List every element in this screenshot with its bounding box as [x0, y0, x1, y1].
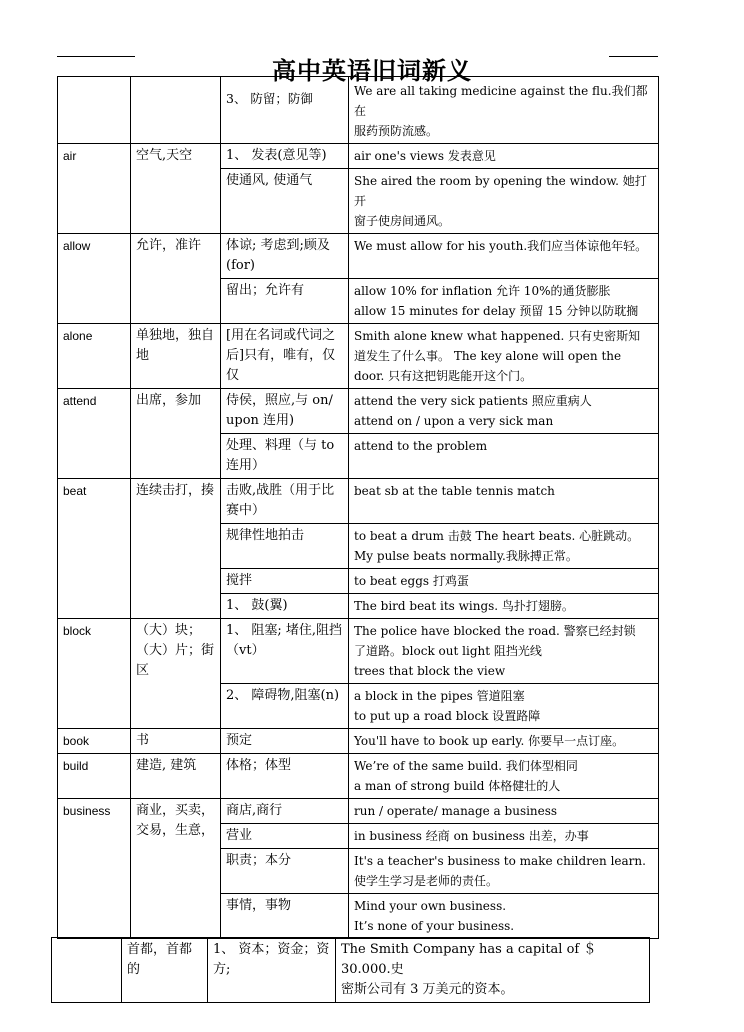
example-line: to beat a drum 击鼓 The heart beats. 心脏跳动。: [354, 529, 640, 543]
example-cell: [349, 754, 659, 799]
example-line: We are all taking medicine against the flu.我们都在: [354, 84, 648, 118]
example-line: The bird beat its wings. 鸟扑打翅膀。: [354, 599, 574, 613]
new-meaning-cell: 1、 发表(意见等): [221, 144, 349, 169]
example-cell: [349, 594, 659, 619]
example-cell: [349, 799, 659, 824]
new-meaning-cell: 侍侯，照应,与 on/ upon 连用): [221, 389, 349, 434]
example-line: air one's views 发表意见: [354, 149, 496, 163]
example-cell: [336, 938, 650, 1003]
example-line: 了道路。block out light 阻挡光线: [354, 644, 542, 658]
example-line: allow 15 minutes for delay 预留 15 分钟以防耽搁: [354, 304, 639, 318]
table-row: [58, 234, 659, 279]
new-meaning-cell: 1、 资本；资金；资方;: [208, 938, 336, 1003]
new-meaning-cell: 3、 防留；防御: [221, 77, 349, 144]
new-meaning-cell: 体格；体型: [221, 754, 349, 799]
table-row: [58, 799, 659, 824]
word-cell: allow: [58, 234, 131, 324]
new-meaning-cell: 处理、料理（与 to 连用）: [221, 434, 349, 479]
table-row: [58, 389, 659, 434]
example-cell: [349, 729, 659, 754]
basic-meaning-cell: 空气,天空: [131, 144, 221, 234]
table-row: [58, 729, 659, 754]
new-meaning-cell: 2、 障碍物,阻塞(n): [221, 684, 349, 729]
new-meaning-cell: 职责；本分: [221, 849, 349, 894]
new-meaning-cell: 营业: [221, 824, 349, 849]
table-row: [58, 619, 659, 684]
basic-meaning-cell: （大）块；（大）片；街区: [131, 619, 221, 729]
example-line: beat sb at the table tennis match: [354, 484, 555, 498]
example-line: attend the very sick patients 照应重病人: [354, 394, 592, 408]
new-meaning-cell: 事情，事物: [221, 894, 349, 939]
example-line: run / operate/ manage a business: [354, 804, 558, 818]
table-row: [58, 754, 659, 799]
word-cell: air: [58, 144, 131, 234]
new-meaning-cell: 击败,战胜（用于比赛中）: [221, 479, 349, 524]
new-meaning-cell: 1、 鼓(翼): [221, 594, 349, 619]
example-line: The police have blocked the road. 警察已经封锁: [354, 624, 636, 638]
example-line: Mind your own business.: [354, 899, 507, 913]
example-cell: [349, 849, 659, 894]
word-cell: alone: [58, 324, 131, 389]
new-meaning-cell: 商店,商行: [221, 799, 349, 824]
example-cell: [349, 144, 659, 169]
example-cell: [349, 169, 659, 234]
page-title-text: 高中英语旧词新义: [266, 56, 478, 85]
example-line: door. 只有这把钥匙能开这个门。: [354, 369, 533, 383]
example-line: 密斯公司有 3 万美元的资本。: [341, 982, 514, 997]
basic-meaning-cell: 单独地，独自地: [131, 324, 221, 389]
word-cell: [58, 77, 131, 144]
example-cell: [349, 389, 659, 434]
basic-meaning-cell: 建造, 建筑: [131, 754, 221, 799]
example-cell: [349, 824, 659, 849]
example-line: 道发生了什么事。 The key alone will open the: [354, 349, 622, 363]
basic-meaning-cell: 允许，准许: [131, 234, 221, 324]
basic-meaning-cell: [131, 77, 221, 144]
vocab-table: [57, 76, 659, 939]
example-line: We must allow for his youth.我们应当体谅他年轻。: [354, 239, 648, 253]
example-line: 使学生学习是老师的责任。: [354, 874, 499, 888]
example-line: to put up a road block 设置路障: [354, 709, 541, 723]
example-cell: [349, 524, 659, 569]
example-line: in business 经商 on business 出差，办事: [354, 829, 589, 843]
example-line: She aired the room by opening the window. 她打开: [354, 174, 647, 208]
new-meaning-cell: [用在名词或代词之后]只有，唯有，仅仅: [221, 324, 349, 389]
example-cell: [349, 684, 659, 729]
word-cell: [52, 938, 122, 1003]
example-line: 窗子使房间通风。: [354, 214, 451, 228]
example-line: My pulse beats normally.我脉搏正常。: [354, 549, 578, 563]
example-cell: [349, 479, 659, 524]
new-meaning-cell: 1、 阻塞; 堵住,阻挡（vt）: [221, 619, 349, 684]
example-line: attend to the problem: [354, 439, 488, 453]
example-line: a block in the pipes 管道阻塞: [354, 689, 525, 703]
new-meaning-cell: 留出；允许有: [221, 279, 349, 324]
word-cell: attend: [58, 389, 131, 479]
table-row-partial: [58, 77, 659, 144]
second-table: [51, 937, 650, 1003]
word-cell: business: [58, 799, 131, 939]
example-line: The Smith Company has a capital of ＄ 30.000.史: [341, 942, 597, 977]
word-cell: block: [58, 619, 131, 729]
example-cell: [349, 434, 659, 479]
new-meaning-cell: 规律性地拍击: [221, 524, 349, 569]
new-meaning-cell: 体谅; 考虑到;顾及(for): [221, 234, 349, 279]
example-cell: [349, 894, 659, 939]
table-row: [58, 144, 659, 169]
word-cell: beat: [58, 479, 131, 619]
example-line: It’s none of your business.: [354, 919, 515, 933]
basic-meaning-cell: 书: [131, 729, 221, 754]
example-line: You'll have to book up early. 你要早一点订座。: [354, 734, 625, 748]
example-line: Smith alone knew what happened. 只有史密斯知: [354, 329, 641, 343]
word-cell: book: [58, 729, 131, 754]
table-row: [58, 479, 659, 524]
example-line: We’re of the same build. 我们体型相同: [354, 759, 578, 773]
example-line: It's a teacher's business to make children learn.: [354, 854, 646, 868]
word-cell: build: [58, 754, 131, 799]
basic-meaning-cell: 连续击打，揍: [131, 479, 221, 619]
basic-meaning-cell: 出席，参加: [131, 389, 221, 479]
new-meaning-cell: 搅拌: [221, 569, 349, 594]
example-cell: [349, 619, 659, 684]
example-cell: [349, 569, 659, 594]
example-line: a man of strong build 体格健壮的人: [354, 779, 561, 793]
example-cell: [349, 77, 659, 144]
example-cell: [349, 324, 659, 389]
table-row: [52, 938, 650, 1003]
vocab-table-body: [58, 77, 659, 939]
new-meaning-cell: 预定: [221, 729, 349, 754]
example-cell: [349, 234, 659, 279]
example-line: allow 10% for inflation 允许 10%的通货膨胀: [354, 284, 611, 298]
example-line: 服药预防流感。: [354, 124, 439, 138]
example-line: to beat eggs 打鸡蛋: [354, 574, 469, 588]
example-line: trees that block the view: [354, 664, 506, 678]
table-row: [58, 324, 659, 389]
new-meaning-cell: 使通风, 使通气: [221, 169, 349, 234]
basic-meaning-cell: 商业，买卖，交易，生意，: [131, 799, 221, 939]
example-line: attend on / upon a very sick man: [354, 414, 554, 428]
basic-meaning-cell: 首都，首都的: [122, 938, 208, 1003]
example-cell: [349, 279, 659, 324]
